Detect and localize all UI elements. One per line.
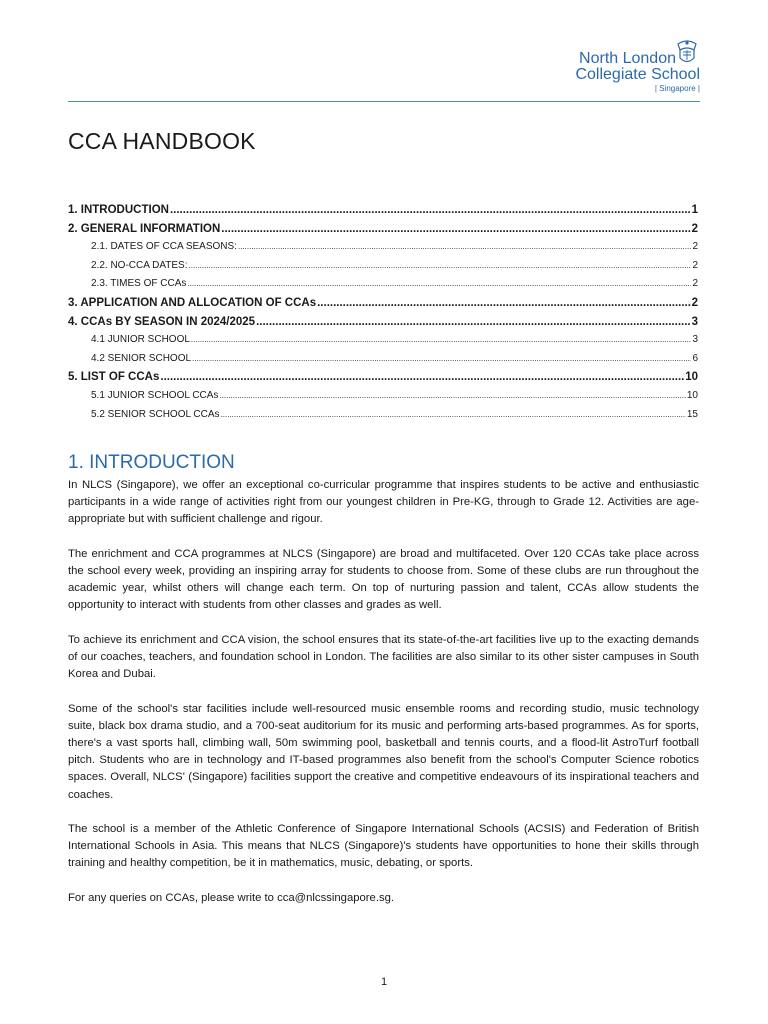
toc-leader [170,204,691,216]
toc-entry-page: 2 [691,222,698,235]
introduction-body [68,477,699,924]
document-title: CCA HANDBOOK [68,128,256,154]
toc-entry-page: 2 [692,278,698,290]
toc-entry-label: 5.2 SENIOR SCHOOL CCAs [91,408,220,420]
toc-entry-page: 2 [691,296,698,309]
toc-entry-page: 10 [686,389,698,401]
toc-leader [160,371,684,383]
toc-entry-label: 3. APPLICATION AND ALLOCATION OF CCAs [68,296,317,309]
toc-entry-page: 1 [691,204,698,216]
toc-entry-ccas-by-season[interactable] [68,316,698,335]
toc-entry-label: 2.2. NO-CCA DATES: [91,259,188,271]
toc-entry-page: 2 [692,241,698,253]
paragraph: Some of the school's star facilities include well-resourced music ensemble rooms and recording studio, music technology suite, black box drama studio, and a 700-seat auditorium for its music and performing arts-based programmes. As for sports, there's a vast sports hall, climbing wall, 50m swimming pool, basketball and tennis courts, and a flood-lit AstroTurf football pitch. Students who are in technology and IT-based programmes also benefit from the school's Computer Science robotics spaces. Overall, NLCS' (Singapore) facilities support the creative and competitive endeavours of its inspirational teachers and coaches. [68,702,699,801]
toc-leader [317,297,690,309]
logo-line-1: North London [579,50,676,67]
toc-leader [192,353,691,364]
header-divider [68,101,700,102]
toc-entry-page: 15 [686,408,698,420]
toc-leader [221,409,686,420]
toc-entry-senior-school-ccas[interactable] [68,409,698,428]
paragraph: In NLCS (Singapore), we offer an exceptional co-curricular programme that inspires students to be active and enthusiastic participants in a wide range of activities right from our youngest children in Pre-KG, through to Grade 12. Activities are age-appropriate but with sufficient challenge and rigour. [68,479,699,526]
toc-entry-times-of-ccas[interactable] [68,278,698,297]
logo-line-2: Collegiate School [575,66,700,83]
toc-entry-label: 4. CCAs BY SEASON IN 2024/2025 [68,315,256,328]
toc-leader [187,278,691,289]
toc-entry-junior-school-ccas[interactable] [68,390,698,409]
toc-entry-label: 4.1 JUNIOR SCHOOL [91,334,190,346]
toc-entry-application-allocation[interactable] [68,297,698,316]
toc-entry-page: 2 [692,259,698,271]
toc-entry-general-information[interactable] [68,223,698,242]
toc-entry-label: 1. INTRODUCTION [68,204,169,216]
paragraph: The enrichment and CCA programmes at NLCS (Singapore) are broad and multifaceted. Over 120 CCAs take place across the school every week, providing an inspiring array for students to choose from. Some of these clubs are run throughout the academic year, whilst others will change each term. On top of nurturing passion and talent, CCAs allow students the opportunity to interact with students from other classes and grades as well. [68,547,699,612]
toc-entry-list-of-ccas[interactable] [68,371,698,390]
toc-entry-senior-school[interactable] [68,353,698,372]
toc-entry-page: 3 [692,334,698,346]
toc-entry-page: 3 [691,315,698,328]
section-heading-introduction: 1. INTRODUCTION [68,452,235,473]
toc-entry-label: 4.2 SENIOR SCHOOL [91,352,192,364]
toc-entry-label: 2.3. TIMES OF CCAs [91,278,187,290]
toc-leader [191,334,692,345]
toc-entry-page: 10 [685,371,698,384]
toc-entry-label: 5.1 JUNIOR SCHOOL CCAs [91,389,219,401]
logo-line-3: | Singapore | [654,84,700,93]
crest-icon [674,38,700,66]
toc-leader [238,241,691,252]
toc-entry-label: 2.1. DATES OF CCA SEASONS: [91,241,237,253]
paragraph: For any queries on CCAs, please write to cca@nlcssingapore.sg. [68,891,395,904]
toc-entry-dates-of-cca-seasons[interactable] [68,241,698,260]
toc-leader [219,390,685,401]
toc-entry-page: 6 [692,352,698,364]
table-of-contents [68,204,698,427]
paragraph: The school is a member of the Athletic Conference of Singapore International Schools (ACSIS) and Federation of British International Schools in Asia. This means that NLCS (Singapore)'s students have opportunities to hone their skills through training and healthy competition, be it in mathematics, music, debating, or sports. [68,823,699,870]
page-number: 1 [380,976,388,988]
paragraph: To achieve its enrichment and CCA vision, the school ensures that its state-of-the-art facilities live up to the exacting demands of our coaches, teachers, and foundation school in London. The facilities are also similar to its other sister campuses in South Korea and Dubai. [68,633,699,681]
toc-entry-label: 5. LIST OF CCAs [68,371,160,384]
toc-entry-no-cca-dates[interactable] [68,260,698,279]
toc-entry-introduction[interactable] [68,204,698,223]
toc-leader [189,260,692,271]
toc-entry-label: 2. GENERAL INFORMATION [68,222,221,235]
toc-leader [221,223,690,235]
school-logo [550,38,700,96]
toc-entry-junior-school[interactable] [68,334,698,353]
toc-leader [256,316,691,328]
